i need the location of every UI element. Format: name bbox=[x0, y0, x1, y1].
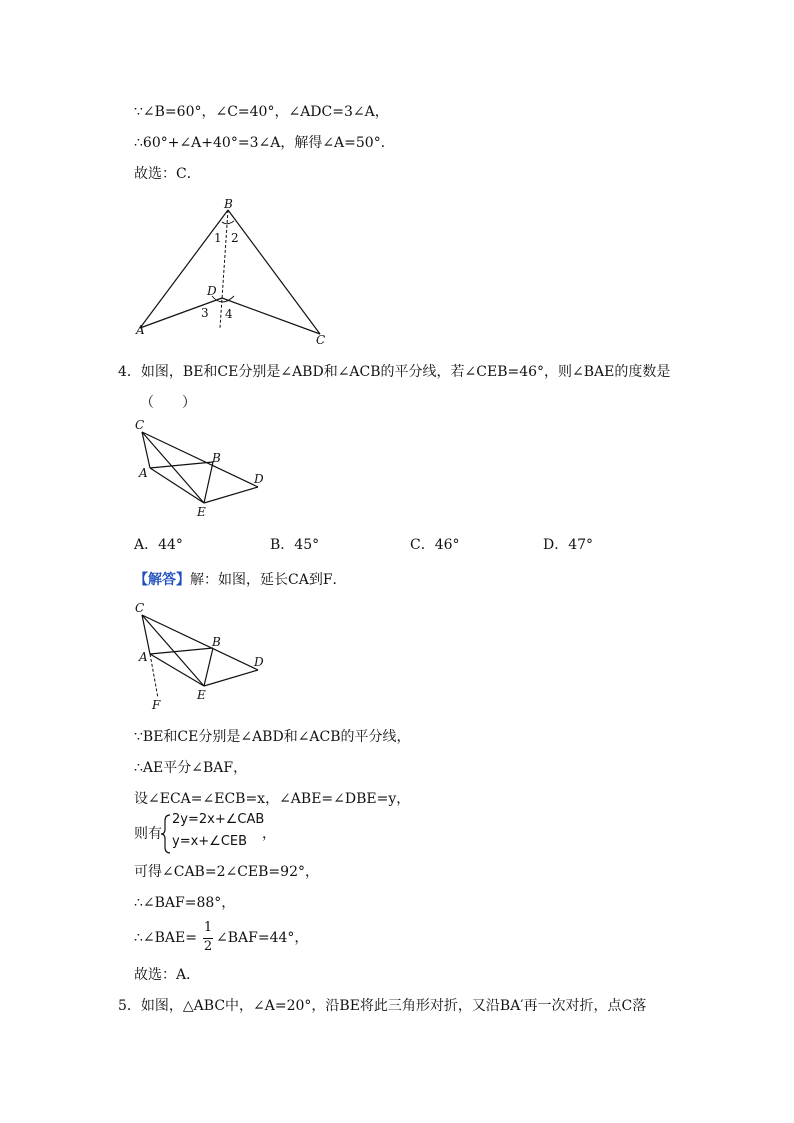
figure-answer bbox=[130, 598, 270, 713]
label-B: B bbox=[212, 451, 221, 465]
solution-line-1: ∵∠B=60°，∠C=40°，∠ADC=3∠A， bbox=[134, 104, 389, 120]
step-3: 设∠ECA=∠ECB=x，∠ABE=∠DBE=y， bbox=[134, 791, 411, 807]
angle-1: 1 bbox=[214, 231, 222, 245]
label-D: D bbox=[207, 284, 217, 298]
label-B: B bbox=[224, 197, 233, 211]
angle-4: 4 bbox=[225, 307, 233, 321]
answer-intro: 解：如图，延长CA到F． bbox=[190, 572, 347, 588]
option-c: C．46° bbox=[410, 537, 460, 553]
label-C: C bbox=[135, 601, 145, 615]
step-5: 可得∠CAB=2∠CEB=92°， bbox=[134, 864, 319, 880]
solution-line-3: 故选：C． bbox=[134, 166, 201, 182]
option-a: A．44° bbox=[134, 537, 183, 553]
label-A: A bbox=[139, 466, 148, 480]
label-E: E bbox=[197, 688, 206, 702]
label-A: A bbox=[136, 323, 145, 337]
fraction-denominator: 2 bbox=[203, 939, 213, 954]
answer-heading bbox=[134, 570, 347, 590]
step-7 bbox=[134, 922, 384, 958]
solution-line-2: ∴60°+∠A+40°=3∠A，解得∠A=50°． bbox=[134, 135, 395, 151]
question-4: 4．如图，BE和CE分别是∠ABD和∠ACB的平分线，若∠CEB=46°，则∠BAE的度数是 bbox=[118, 364, 671, 380]
answer-tag: 【解答】 bbox=[134, 572, 190, 588]
step-7-prefix: ∴∠BAE= bbox=[134, 930, 197, 946]
question-5: 5．如图，△ABC中，∠A=20°，沿BE将此三角形对折，又沿BA′再一次对折，点C落 bbox=[118, 998, 647, 1014]
step-1: ∵BE和CE分别是∠ABD和∠ACB的平分线， bbox=[134, 729, 411, 745]
angle-3: 3 bbox=[201, 306, 209, 320]
label-B: B bbox=[212, 635, 221, 649]
system-suffix: ， bbox=[262, 826, 276, 842]
label-E: E bbox=[197, 505, 206, 519]
brace-icon bbox=[161, 814, 171, 854]
option-b: B．45° bbox=[270, 537, 320, 553]
figure-triangle-abc-d bbox=[130, 196, 330, 346]
label-C: C bbox=[135, 418, 145, 432]
label-D: D bbox=[254, 472, 264, 486]
fraction-numerator: 1 bbox=[203, 920, 213, 935]
label-A: A bbox=[139, 650, 148, 664]
system-prefix: 则有 bbox=[134, 826, 162, 842]
step-2: ∴AE平分∠BAF， bbox=[134, 760, 248, 776]
step-8: 故选：A． bbox=[134, 967, 201, 983]
step-6: ∴∠BAF=88°， bbox=[134, 895, 236, 911]
label-D: D bbox=[254, 655, 264, 669]
question-4-paren: （ ） bbox=[140, 395, 196, 411]
figure-question-4 bbox=[130, 415, 270, 520]
system-eq-1: 2y=2x+∠CAB bbox=[172, 812, 265, 827]
label-C: C bbox=[316, 333, 326, 346]
system-eq-2: y=x+∠CEB bbox=[172, 834, 248, 849]
label-F: F bbox=[152, 698, 161, 712]
step-7-suffix: ∠BAF=44°， bbox=[216, 930, 309, 946]
angle-2: 2 bbox=[231, 231, 239, 245]
option-d: D．47° bbox=[543, 537, 594, 553]
